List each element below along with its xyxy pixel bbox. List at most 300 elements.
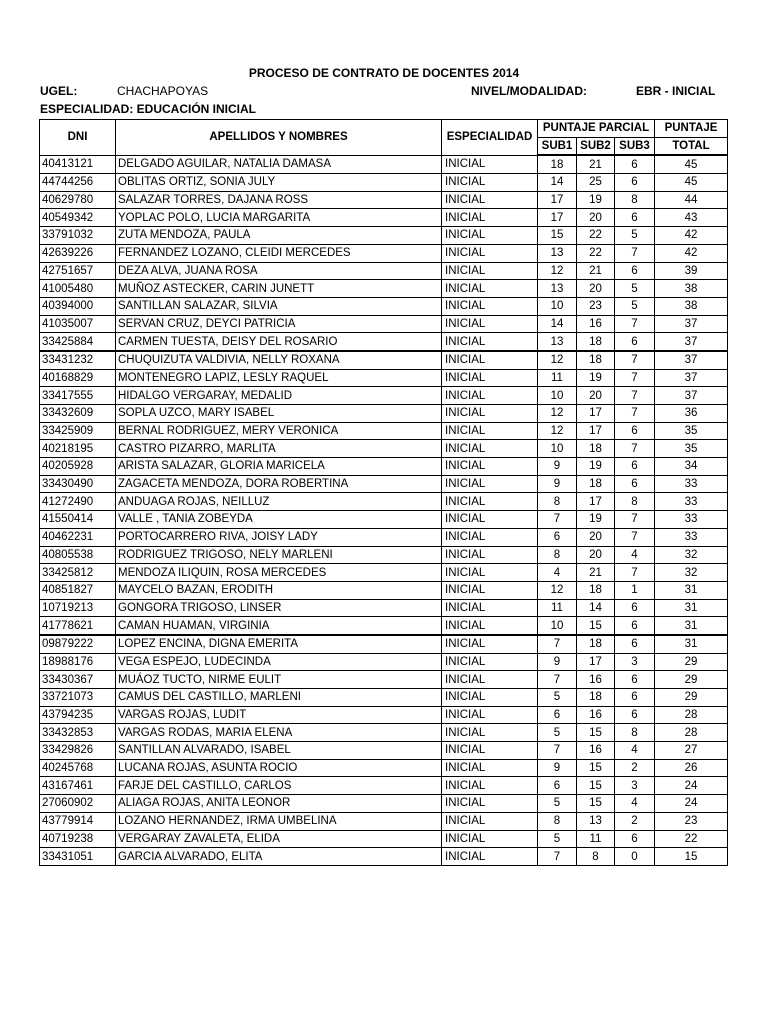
cell-total: 38 — [655, 280, 728, 298]
cell-nombre: PORTOCARRERO RIVA, JOISY LADY — [116, 528, 442, 546]
cell-sub1: 7 — [538, 635, 577, 653]
table-row — [40, 706, 728, 724]
cell-sub1: 6 — [538, 777, 577, 795]
cell-dni: 33431232 — [40, 351, 116, 369]
cell-especialidad: INICIAL — [442, 599, 538, 617]
table-row — [40, 475, 728, 493]
cell-sub3: 7 — [615, 387, 655, 405]
cell-sub1: 12 — [538, 581, 577, 599]
cell-especialidad: INICIAL — [442, 848, 538, 866]
cell-nombre: GONGORA TRIGOSO, LINSER — [116, 599, 442, 617]
cell-nombre: ALIAGA ROJAS, ANITA LEONOR — [116, 795, 442, 813]
cell-sub3: 7 — [615, 440, 655, 458]
table-row — [40, 653, 728, 671]
cell-total: 33 — [655, 493, 728, 511]
cell-sub3: 5 — [615, 297, 655, 315]
cell-total: 31 — [655, 617, 728, 635]
table-row — [40, 155, 728, 173]
cell-nombre: CAMUS DEL CASTILLO, MARLENI — [116, 689, 442, 707]
cell-dni: 44744256 — [40, 174, 116, 192]
cell-dni: 33430367 — [40, 671, 116, 689]
table-row — [40, 297, 728, 315]
cell-sub2: 18 — [577, 475, 615, 493]
table-row — [40, 795, 728, 813]
cell-sub1: 10 — [538, 617, 577, 635]
cell-total: 35 — [655, 440, 728, 458]
cell-especialidad: INICIAL — [442, 812, 538, 830]
cell-especialidad: INICIAL — [442, 333, 538, 351]
cell-sub1: 11 — [538, 369, 577, 387]
cell-especialidad: INICIAL — [442, 742, 538, 760]
cell-especialidad: INICIAL — [442, 405, 538, 423]
cell-sub2: 19 — [577, 458, 615, 476]
cell-sub3: 5 — [615, 227, 655, 245]
cell-sub1: 11 — [538, 599, 577, 617]
cell-nombre: MUÁOZ TUCTO, NIRME EULIT — [116, 671, 442, 689]
cell-sub3: 6 — [615, 617, 655, 635]
cell-nombre: LUCANA ROJAS, ASUNTA ROCIO — [116, 759, 442, 777]
cell-total: 29 — [655, 653, 728, 671]
cell-total: 42 — [655, 244, 728, 262]
cell-total: 32 — [655, 564, 728, 582]
header-puntaje-parcial: PUNTAJE PARCIAL — [538, 120, 655, 138]
cell-dni: 40218195 — [40, 440, 116, 458]
cell-especialidad: INICIAL — [442, 653, 538, 671]
cell-sub1: 13 — [538, 333, 577, 351]
header-sub1: SUB1 — [538, 137, 577, 155]
table-row — [40, 777, 728, 795]
cell-total: 38 — [655, 297, 728, 315]
cell-total: 31 — [655, 635, 728, 653]
cell-dni: 43167461 — [40, 777, 116, 795]
cell-sub2: 19 — [577, 369, 615, 387]
cell-sub1: 12 — [538, 405, 577, 423]
cell-sub3: 7 — [615, 244, 655, 262]
cell-sub3: 7 — [615, 369, 655, 387]
cell-nombre: DELGADO AGUILAR, NATALIA DAMASA — [116, 155, 442, 173]
cell-especialidad: INICIAL — [442, 280, 538, 298]
cell-total: 28 — [655, 724, 728, 742]
cell-total: 29 — [655, 689, 728, 707]
table-row — [40, 528, 728, 546]
cell-sub1: 9 — [538, 475, 577, 493]
cell-dni: 09879222 — [40, 635, 116, 653]
cell-nombre: SALAZAR TORRES, DAJANA ROSS — [116, 191, 442, 209]
table-row — [40, 724, 728, 742]
cell-sub3: 8 — [615, 191, 655, 209]
cell-total: 33 — [655, 475, 728, 493]
cell-sub2: 18 — [577, 689, 615, 707]
cell-sub3: 1 — [615, 581, 655, 599]
cell-especialidad: INICIAL — [442, 777, 538, 795]
cell-especialidad: INICIAL — [442, 724, 538, 742]
cell-dni: 43779914 — [40, 812, 116, 830]
table-row — [40, 227, 728, 245]
cell-total: 39 — [655, 262, 728, 280]
ugel-value: CHACHAPOYAS — [117, 84, 209, 98]
cell-sub2: 17 — [577, 653, 615, 671]
cell-sub3: 4 — [615, 742, 655, 760]
cell-sub1: 12 — [538, 422, 577, 440]
cell-especialidad: INICIAL — [442, 830, 538, 848]
header-total: TOTAL — [655, 137, 728, 155]
cell-total: 15 — [655, 848, 728, 866]
cell-sub2: 19 — [577, 191, 615, 209]
cell-especialidad: INICIAL — [442, 617, 538, 635]
cell-especialidad: INICIAL — [442, 297, 538, 315]
cell-total: 34 — [655, 458, 728, 476]
cell-sub3: 6 — [615, 458, 655, 476]
table-row — [40, 617, 728, 635]
cell-nombre: CASTRO PIZARRO, MARLITA — [116, 440, 442, 458]
cell-total: 31 — [655, 581, 728, 599]
nivel-label: NIVEL/MODALIDAD: — [471, 84, 587, 98]
cell-especialidad: INICIAL — [442, 795, 538, 813]
cell-especialidad: INICIAL — [442, 759, 538, 777]
cell-dni: 33791032 — [40, 227, 116, 245]
cell-sub3: 5 — [615, 280, 655, 298]
table-row — [40, 546, 728, 564]
cell-sub2: 17 — [577, 493, 615, 511]
table-row — [40, 742, 728, 760]
header-puntaje: PUNTAJE — [655, 120, 728, 138]
cell-dni: 40462231 — [40, 528, 116, 546]
cell-nombre: ANDUAGA ROJAS, NEILLUZ — [116, 493, 442, 511]
cell-sub3: 4 — [615, 546, 655, 564]
cell-sub2: 22 — [577, 244, 615, 262]
table-row — [40, 830, 728, 848]
cell-sub3: 6 — [615, 155, 655, 173]
cell-dni: 42751657 — [40, 262, 116, 280]
cell-dni: 40168829 — [40, 369, 116, 387]
cell-especialidad: INICIAL — [442, 458, 538, 476]
especialidad-line: ESPECIALIDAD: EDUCACIÓN INICIAL — [40, 102, 257, 116]
cell-dni: 40719238 — [40, 830, 116, 848]
table-row — [40, 209, 728, 227]
nivel-value: EBR - INICIAL — [636, 84, 716, 98]
cell-especialidad: INICIAL — [442, 493, 538, 511]
cell-sub1: 8 — [538, 493, 577, 511]
cell-sub3: 6 — [615, 689, 655, 707]
cell-especialidad: INICIAL — [442, 174, 538, 192]
cell-sub1: 18 — [538, 155, 577, 173]
table-row — [40, 671, 728, 689]
cell-total: 36 — [655, 405, 728, 423]
cell-sub2: 17 — [577, 405, 615, 423]
cell-sub2: 15 — [577, 617, 615, 635]
cell-sub2: 15 — [577, 795, 615, 813]
cell-nombre: YOPLAC POLO, LUCIA MARGARITA — [116, 209, 442, 227]
cell-dni: 10719213 — [40, 599, 116, 617]
cell-sub3: 3 — [615, 653, 655, 671]
table-row — [40, 759, 728, 777]
cell-sub2: 18 — [577, 351, 615, 369]
cell-sub3: 6 — [615, 422, 655, 440]
table-row — [40, 635, 728, 653]
cell-nombre: HIDALGO VERGARAY, MEDALID — [116, 387, 442, 405]
table-row — [40, 387, 728, 405]
table-row — [40, 191, 728, 209]
cell-sub3: 4 — [615, 795, 655, 813]
cell-sub2: 16 — [577, 315, 615, 333]
cell-sub1: 10 — [538, 440, 577, 458]
cell-dni: 33425884 — [40, 333, 116, 351]
cell-sub2: 14 — [577, 599, 615, 617]
cell-sub2: 17 — [577, 422, 615, 440]
cell-dni: 33429826 — [40, 742, 116, 760]
cell-sub3: 2 — [615, 812, 655, 830]
cell-sub3: 7 — [615, 351, 655, 369]
cell-sub1: 17 — [538, 209, 577, 227]
cell-especialidad: INICIAL — [442, 564, 538, 582]
cell-nombre: SOPLA UZCO, MARY ISABEL — [116, 405, 442, 423]
cell-sub1: 6 — [538, 528, 577, 546]
cell-sub2: 23 — [577, 297, 615, 315]
cell-total: 31 — [655, 599, 728, 617]
cell-dni: 43794235 — [40, 706, 116, 724]
cell-dni: 33425812 — [40, 564, 116, 582]
cell-especialidad: INICIAL — [442, 227, 538, 245]
table-row — [40, 458, 728, 476]
cell-total: 45 — [655, 155, 728, 173]
cell-dni: 41550414 — [40, 511, 116, 529]
cell-sub3: 8 — [615, 493, 655, 511]
cell-sub2: 18 — [577, 635, 615, 653]
cell-total: 37 — [655, 387, 728, 405]
table-row — [40, 333, 728, 351]
cell-sub2: 25 — [577, 174, 615, 192]
cell-sub3: 6 — [615, 333, 655, 351]
cell-total: 32 — [655, 546, 728, 564]
cell-dni: 40245768 — [40, 759, 116, 777]
cell-total: 33 — [655, 528, 728, 546]
table-row — [40, 511, 728, 529]
cell-sub3: 7 — [615, 405, 655, 423]
table-row — [40, 369, 728, 387]
cell-especialidad: INICIAL — [442, 475, 538, 493]
cell-sub1: 4 — [538, 564, 577, 582]
cell-nombre: MENDOZA ILIQUIN, ROSA MERCEDES — [116, 564, 442, 582]
cell-sub2: 20 — [577, 209, 615, 227]
cell-sub1: 9 — [538, 458, 577, 476]
cell-especialidad: INICIAL — [442, 209, 538, 227]
cell-nombre: VALLE , TANIA ZOBEYDA — [116, 511, 442, 529]
table-row — [40, 351, 728, 369]
cell-dni: 41778621 — [40, 617, 116, 635]
cell-especialidad: INICIAL — [442, 369, 538, 387]
cell-total: 28 — [655, 706, 728, 724]
cell-sub2: 21 — [577, 155, 615, 173]
cell-sub1: 9 — [538, 759, 577, 777]
cell-nombre: GARCIA ALVARADO, ELITA — [116, 848, 442, 866]
table-header — [40, 120, 728, 156]
cell-sub3: 7 — [615, 315, 655, 333]
cell-dni: 33431051 — [40, 848, 116, 866]
cell-sub2: 8 — [577, 848, 615, 866]
cell-sub2: 15 — [577, 777, 615, 795]
cell-sub1: 7 — [538, 671, 577, 689]
cell-sub3: 0 — [615, 848, 655, 866]
cell-sub3: 7 — [615, 511, 655, 529]
cell-sub3: 6 — [615, 209, 655, 227]
cell-total: 42 — [655, 227, 728, 245]
cell-dni: 33432853 — [40, 724, 116, 742]
cell-sub2: 22 — [577, 227, 615, 245]
cell-sub1: 5 — [538, 724, 577, 742]
cell-sub1: 15 — [538, 227, 577, 245]
cell-sub2: 13 — [577, 812, 615, 830]
cell-sub3: 6 — [615, 830, 655, 848]
cell-nombre: BERNAL RODRIGUEZ, MERY VERONICA — [116, 422, 442, 440]
cell-total: 35 — [655, 422, 728, 440]
cell-sub3: 7 — [615, 564, 655, 582]
cell-dni: 33417555 — [40, 387, 116, 405]
cell-sub1: 14 — [538, 174, 577, 192]
cell-sub2: 15 — [577, 724, 615, 742]
cell-nombre: VEGA ESPEJO, LUDECINDA — [116, 653, 442, 671]
cell-especialidad: INICIAL — [442, 689, 538, 707]
table-row — [40, 262, 728, 280]
cell-total: 44 — [655, 191, 728, 209]
cell-especialidad: INICIAL — [442, 581, 538, 599]
table-row — [40, 812, 728, 830]
cell-sub3: 6 — [615, 174, 655, 192]
cell-nombre: VARGAS ROJAS, LUDIT — [116, 706, 442, 724]
cell-sub2: 16 — [577, 706, 615, 724]
cell-sub2: 15 — [577, 759, 615, 777]
cell-sub1: 10 — [538, 297, 577, 315]
table-row — [40, 599, 728, 617]
cell-dni: 18988176 — [40, 653, 116, 671]
cell-sub3: 2 — [615, 759, 655, 777]
cell-sub1: 7 — [538, 511, 577, 529]
cell-especialidad: INICIAL — [442, 528, 538, 546]
cell-sub3: 6 — [615, 262, 655, 280]
cell-sub1: 14 — [538, 315, 577, 333]
cell-sub1: 12 — [538, 262, 577, 280]
cell-nombre: LOPEZ ENCINA, DIGNA EMERITA — [116, 635, 442, 653]
cell-sub3: 7 — [615, 528, 655, 546]
cell-sub3: 6 — [615, 635, 655, 653]
cell-sub3: 6 — [615, 599, 655, 617]
cell-sub1: 13 — [538, 244, 577, 262]
cell-nombre: FARJE DEL CASTILLO, CARLOS — [116, 777, 442, 795]
cell-nombre: LOZANO HERNANDEZ, IRMA UMBELINA — [116, 812, 442, 830]
cell-especialidad: INICIAL — [442, 635, 538, 653]
header-dni: DNI — [40, 120, 116, 156]
cell-sub1: 9 — [538, 653, 577, 671]
cell-sub1: 8 — [538, 812, 577, 830]
cell-dni: 40805538 — [40, 546, 116, 564]
cell-total: 23 — [655, 812, 728, 830]
cell-sub1: 12 — [538, 351, 577, 369]
table-row — [40, 564, 728, 582]
cell-nombre: SERVAN CRUZ, DEYCI PATRICIA — [116, 315, 442, 333]
cell-nombre: ARISTA SALAZAR, GLORIA MARICELA — [116, 458, 442, 476]
cell-especialidad: INICIAL — [442, 511, 538, 529]
cell-sub1: 13 — [538, 280, 577, 298]
cell-nombre: RODRIGUEZ TRIGOSO, NELY MARLENI — [116, 546, 442, 564]
cell-dni: 41035007 — [40, 315, 116, 333]
cell-nombre: SANTILLAN ALVARADO, ISABEL — [116, 742, 442, 760]
cell-sub2: 18 — [577, 581, 615, 599]
cell-dni: 33425909 — [40, 422, 116, 440]
cell-nombre: MAYCELO BAZAN, ERODITH — [116, 581, 442, 599]
header-sub3: SUB3 — [615, 137, 655, 155]
header-sub2: SUB2 — [577, 137, 615, 155]
table-row — [40, 244, 728, 262]
cell-nombre: MUÑOZ ASTECKER, CARIN JUNETT — [116, 280, 442, 298]
document-title: PROCESO DE CONTRATO DE DOCENTES 2014 — [248, 66, 520, 80]
cell-sub3: 3 — [615, 777, 655, 795]
cell-nombre: VERGARAY ZAVALETA, ELIDA — [116, 830, 442, 848]
cell-sub2: 11 — [577, 830, 615, 848]
cell-especialidad: INICIAL — [442, 315, 538, 333]
cell-nombre: CHUQUIZUTA VALDIVIA, NELLY ROXANA — [116, 351, 442, 369]
cell-nombre: MONTENEGRO LAPIZ, LESLY RAQUEL — [116, 369, 442, 387]
cell-nombre: SANTILLAN SALAZAR, SILVIA — [116, 297, 442, 315]
cell-dni: 40413121 — [40, 155, 116, 173]
cell-total: 26 — [655, 759, 728, 777]
cell-sub2: 18 — [577, 440, 615, 458]
cell-especialidad: INICIAL — [442, 422, 538, 440]
cell-nombre: CAMAN HUAMAN, VIRGINIA — [116, 617, 442, 635]
cell-dni: 40549342 — [40, 209, 116, 227]
cell-especialidad: INICIAL — [442, 262, 538, 280]
cell-sub2: 20 — [577, 280, 615, 298]
cell-dni: 42639226 — [40, 244, 116, 262]
cell-sub1: 6 — [538, 706, 577, 724]
cell-sub3: 8 — [615, 724, 655, 742]
cell-dni: 40394000 — [40, 297, 116, 315]
cell-total: 37 — [655, 369, 728, 387]
header-nombres: APELLIDOS Y NOMBRES — [116, 120, 442, 156]
cell-total: 27 — [655, 742, 728, 760]
cell-sub1: 5 — [538, 689, 577, 707]
table-row — [40, 174, 728, 192]
cell-especialidad: INICIAL — [442, 706, 538, 724]
cell-nombre: ZUTA MENDOZA, PAULA — [116, 227, 442, 245]
cell-nombre: CARMEN TUESTA, DEISY DEL ROSARIO — [116, 333, 442, 351]
table-body — [40, 155, 728, 865]
cell-total: 33 — [655, 511, 728, 529]
cell-especialidad: INICIAL — [442, 440, 538, 458]
cell-sub1: 7 — [538, 848, 577, 866]
cell-sub2: 16 — [577, 671, 615, 689]
cell-total: 37 — [655, 333, 728, 351]
cell-dni: 40205928 — [40, 458, 116, 476]
cell-especialidad: INICIAL — [442, 546, 538, 564]
cell-dni: 40629780 — [40, 191, 116, 209]
cell-sub1: 17 — [538, 191, 577, 209]
cell-especialidad: INICIAL — [442, 387, 538, 405]
cell-total: 45 — [655, 174, 728, 192]
cell-especialidad: INICIAL — [442, 191, 538, 209]
cell-sub3: 6 — [615, 475, 655, 493]
cell-dni: 33430490 — [40, 475, 116, 493]
cell-nombre: VARGAS RODAS, MARIA ELENA — [116, 724, 442, 742]
cell-nombre: ZAGACETA MENDOZA, DORA ROBERTINA — [116, 475, 442, 493]
table-row — [40, 689, 728, 707]
cell-sub2: 21 — [577, 262, 615, 280]
cell-total: 22 — [655, 830, 728, 848]
cell-especialidad: INICIAL — [442, 671, 538, 689]
cell-especialidad: INICIAL — [442, 351, 538, 369]
cell-sub1: 5 — [538, 830, 577, 848]
cell-sub2: 18 — [577, 333, 615, 351]
cell-especialidad: INICIAL — [442, 155, 538, 173]
results-table — [39, 119, 728, 866]
